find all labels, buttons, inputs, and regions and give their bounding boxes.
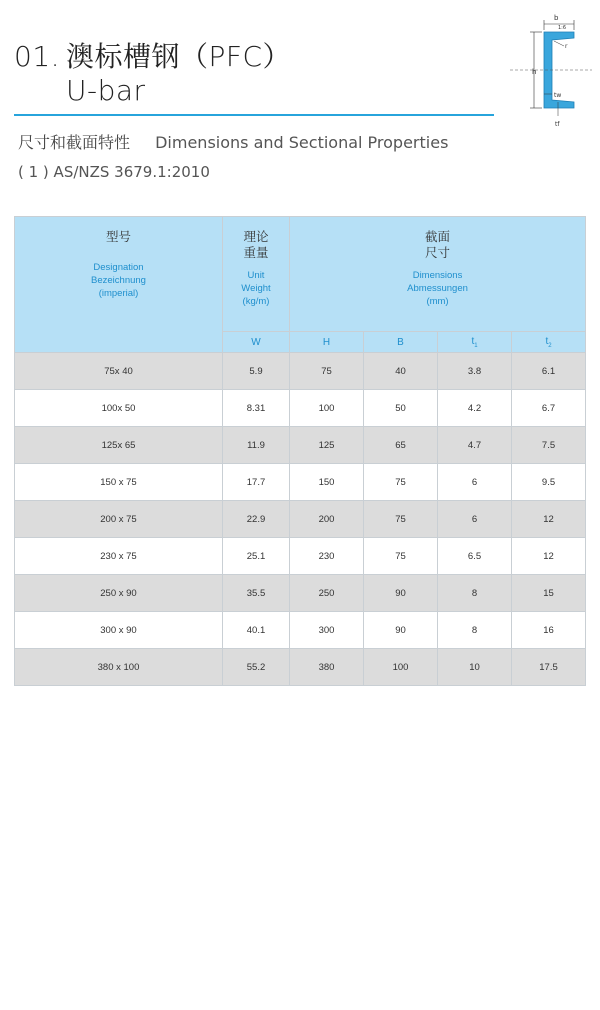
cell-height: 200 bbox=[290, 501, 364, 538]
cell-web-thickness: 8 bbox=[438, 612, 512, 649]
cell-web-thickness: 10 bbox=[438, 649, 512, 686]
diagram-label-h: h bbox=[532, 68, 537, 76]
designation-unit: (imperial) bbox=[98, 288, 139, 299]
cell-weight: 25.1 bbox=[223, 538, 290, 575]
section-number: 01. bbox=[14, 40, 61, 73]
table-row bbox=[15, 612, 586, 649]
diagram-label-slope: 1:6 bbox=[558, 25, 567, 31]
cell-designation: 125x 65 bbox=[15, 427, 223, 464]
cell-width: 75 bbox=[364, 501, 438, 538]
cell-height: 300 bbox=[290, 612, 364, 649]
cell-flange-thickness: 17.5 bbox=[512, 649, 586, 686]
cell-web-thickness: 4.7 bbox=[438, 427, 512, 464]
dimensions-zh-2: 尺寸 bbox=[425, 246, 451, 260]
cell-flange-thickness: 9.5 bbox=[512, 464, 586, 501]
diagram-label-tf: tf bbox=[555, 121, 560, 128]
cell-flange-thickness: 12 bbox=[512, 501, 586, 538]
diagram-label-b: b bbox=[554, 14, 559, 22]
spec-table bbox=[14, 216, 586, 686]
weight-en-2: Weight bbox=[241, 283, 271, 294]
table-row bbox=[15, 390, 586, 427]
cell-height: 75 bbox=[290, 353, 364, 390]
table-row bbox=[15, 464, 586, 501]
title-zh: 澳标槽钢（PFC） bbox=[66, 40, 292, 73]
header-designation bbox=[15, 217, 223, 353]
subheader-t2: $t_2$ bbox=[512, 332, 586, 353]
cell-height: 100 bbox=[290, 390, 364, 427]
title-divider bbox=[14, 114, 494, 116]
cell-width: 100 bbox=[364, 649, 438, 686]
cell-height: 230 bbox=[290, 538, 364, 575]
cell-flange-thickness: 6.1 bbox=[512, 353, 586, 390]
cell-flange-thickness: 7.5 bbox=[512, 427, 586, 464]
cell-width: 50 bbox=[364, 390, 438, 427]
dimensions-de: Abmessungen bbox=[407, 283, 468, 294]
weight-zh-2: 重量 bbox=[243, 246, 269, 260]
cell-designation: 250 x 90 bbox=[15, 575, 223, 612]
cell-height: 380 bbox=[290, 649, 364, 686]
cell-flange-thickness: 15 bbox=[512, 575, 586, 612]
dimensions-en: Dimensions bbox=[412, 270, 463, 281]
cell-flange-thickness: 16 bbox=[512, 612, 586, 649]
table-row bbox=[15, 427, 586, 464]
weight-en-1: Unit bbox=[247, 270, 265, 281]
weight-zh-1: 理论 bbox=[243, 230, 269, 244]
cell-width: 75 bbox=[364, 538, 438, 575]
cell-width: 90 bbox=[364, 575, 438, 612]
subheader-w: W bbox=[223, 332, 290, 353]
cell-width: 65 bbox=[364, 427, 438, 464]
table-row bbox=[15, 575, 586, 612]
subheader-b: B bbox=[364, 332, 438, 353]
subtitle-zh: 尺寸和截面特性 bbox=[18, 133, 131, 152]
diagram-label-r: r bbox=[565, 43, 568, 50]
table-row bbox=[15, 649, 586, 686]
cell-width: 75 bbox=[364, 464, 438, 501]
designation-en: Designation bbox=[93, 262, 144, 273]
cell-designation: 300 x 90 bbox=[15, 612, 223, 649]
dimensions-unit: (mm) bbox=[426, 296, 449, 307]
cell-designation: 230 x 75 bbox=[15, 538, 223, 575]
cell-designation: 100x 50 bbox=[15, 390, 223, 427]
table-row bbox=[15, 538, 586, 575]
cell-flange-thickness: 12 bbox=[512, 538, 586, 575]
cell-designation: 150 x 75 bbox=[15, 464, 223, 501]
cell-web-thickness: 3.8 bbox=[438, 353, 512, 390]
cell-weight: 55.2 bbox=[223, 649, 290, 686]
cell-height: 250 bbox=[290, 575, 364, 612]
table-row bbox=[15, 501, 586, 538]
standard-label: ( 1 ) AS/NZS 3679.1:2010 bbox=[18, 163, 210, 181]
cell-height: 150 bbox=[290, 464, 364, 501]
cell-designation: 75x 40 bbox=[15, 353, 223, 390]
cell-height: 125 bbox=[290, 427, 364, 464]
subheader-t1: $t_1$ bbox=[438, 332, 512, 353]
cell-designation: 200 x 75 bbox=[15, 501, 223, 538]
title-en: U-bar bbox=[66, 74, 146, 107]
cell-weight: 8.31 bbox=[223, 390, 290, 427]
dimensions-zh-1: 截面 bbox=[425, 230, 451, 244]
header-dimensions bbox=[290, 217, 586, 332]
subtitle bbox=[18, 130, 448, 153]
diagram-label-tw: tw bbox=[554, 92, 562, 99]
table-row bbox=[15, 353, 586, 390]
cell-weight: 22.9 bbox=[223, 501, 290, 538]
cell-web-thickness: 6 bbox=[438, 464, 512, 501]
designation-zh: 型号 bbox=[105, 230, 131, 244]
cell-weight: 40.1 bbox=[223, 612, 290, 649]
cell-flange-thickness: 6.7 bbox=[512, 390, 586, 427]
subheader-h: H bbox=[290, 332, 364, 353]
page-title bbox=[14, 40, 291, 108]
cell-designation: 380 x 100 bbox=[15, 649, 223, 686]
cell-weight: 17.7 bbox=[223, 464, 290, 501]
subtitle-en: Dimensions and Sectional Properties bbox=[155, 133, 449, 152]
designation-de: Bezeichnung bbox=[91, 275, 146, 286]
cell-weight: 5.9 bbox=[223, 353, 290, 390]
cell-web-thickness: 4.2 bbox=[438, 390, 512, 427]
cell-width: 40 bbox=[364, 353, 438, 390]
cell-weight: 35.5 bbox=[223, 575, 290, 612]
u-bar-section-diagram bbox=[508, 8, 594, 132]
weight-unit: (kg/m) bbox=[242, 296, 270, 307]
header-weight bbox=[223, 217, 290, 332]
cell-web-thickness: 6.5 bbox=[438, 538, 512, 575]
cell-web-thickness: 8 bbox=[438, 575, 512, 612]
cell-width: 90 bbox=[364, 612, 438, 649]
cell-web-thickness: 6 bbox=[438, 501, 512, 538]
cell-weight: 11.9 bbox=[223, 427, 290, 464]
